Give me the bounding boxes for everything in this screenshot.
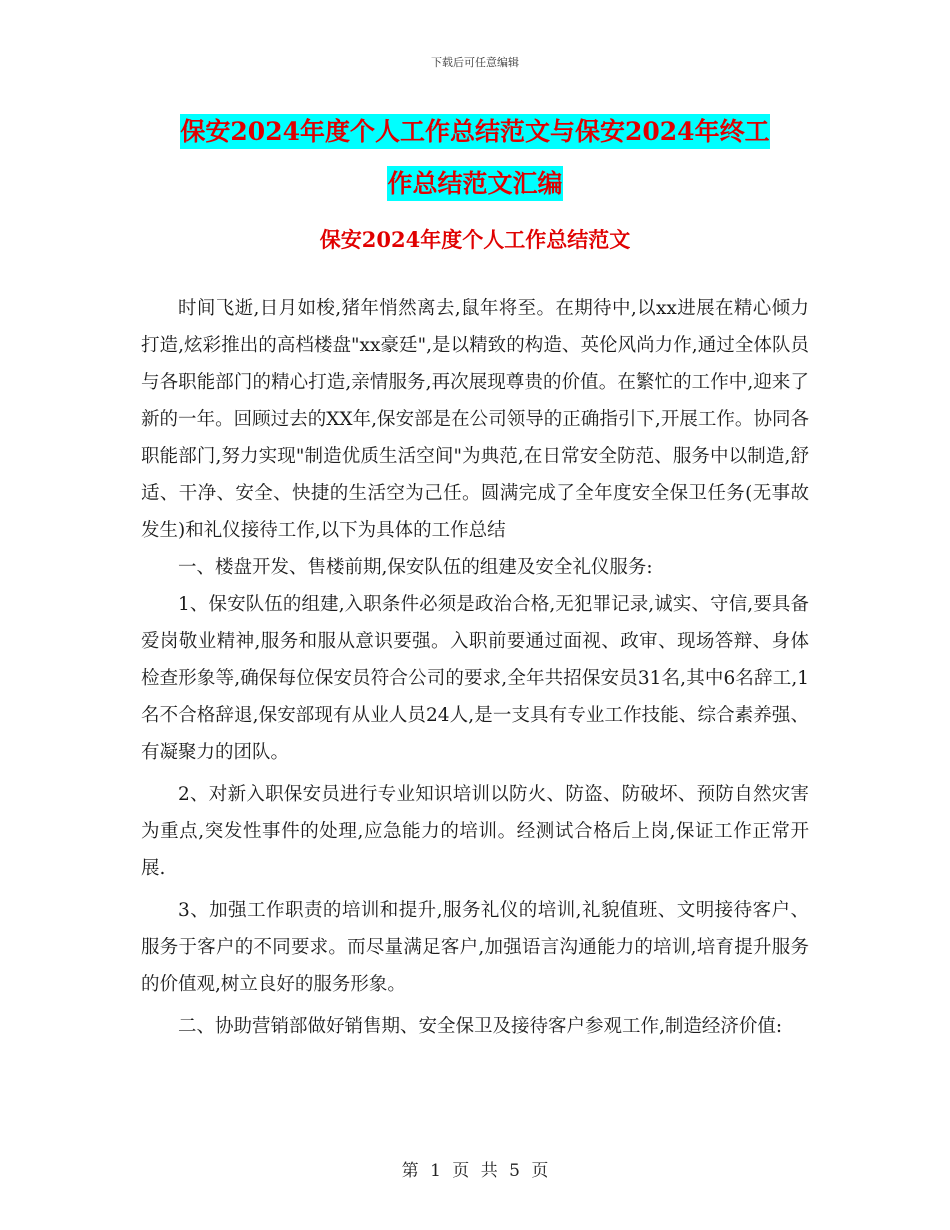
- section-title: 保安2024年度个人工作总结范文: [319, 227, 631, 252]
- header-note: 下载后可任意编辑: [431, 56, 519, 69]
- body-text: [141, 290, 809, 1045]
- paragraph-item-2: 2、对新入职保安员进行专业知识培训以防火、防盗、防破坏、预防自然灾害为重点,突发性事件的处理,应急能力的培训。经测试合格后上岗,保证工作正常开展.: [141, 784, 809, 879]
- page-number-footer: 第 1 页 共 5 页: [401, 1161, 549, 1181]
- document-title-line-1: 保安2024年度个人工作总结范文与保安2024年终工: [180, 114, 769, 149]
- paragraph-item-1: 1、保安队伍的组建,入职条件必须是政治合格,无犯罪记录,诚实、守信,要具备爱岗敬业精神,服务和服从意识要强。入职前要通过面视、政审、现场答辩、身体检查形象等,确保每位保安员符合公司的要求,全年共招保安员31名,其中6名辞工,1名不合格辞退,保安部现有从业人员24人,是一支具有专业工作技能、综合素养强、有凝聚力的团队。: [141, 594, 809, 763]
- document-title: [150, 106, 800, 210]
- paragraph-intro: 时间飞逝,日月如梭,猪年悄然离去,鼠年将至。在期待中,以xx进展在精心倾力打造,炫彩推出的高档楼盘"xx豪廷",是以精致的构造、英伦风尚力作,通过全体队员与各职能部门的精心打造,亲情服务,再次展现尊贵的价值。在繁忙的工作中,迎来了新的一年。回顾过去的XX年,保安部是在公司领导的正确指引下,开展工作。协同各职能部门,努力实现"制造优质生活空间"为典范,在日常安全防范、服务中以制造,舒适、干净、安全、快捷的生活空为己任。圆满完成了全年度安全保卫任务(无事故发生)和礼仪接待工作,以下为具体的工作总结: [141, 298, 809, 541]
- document-title-line-2: 作总结范文汇编: [387, 166, 562, 201]
- paragraph-item-3: 3、加强工作职责的培训和提升,服务礼仪的培训,礼貌值班、文明接待客户、服务于客户的不同要求。而尽量满足客户,加强语言沟通能力的培训,培育提升服务的价值观,树立良好的服务形象。: [141, 900, 809, 995]
- paragraph-heading-1: 一、楼盘开发、售楼前期,保安队伍的组建及安全礼仪服务:: [178, 557, 653, 578]
- paragraph-heading-2: 二、协助营销部做好销售期、安全保卫及接待客户参观工作,制造经济价值:: [178, 1016, 783, 1037]
